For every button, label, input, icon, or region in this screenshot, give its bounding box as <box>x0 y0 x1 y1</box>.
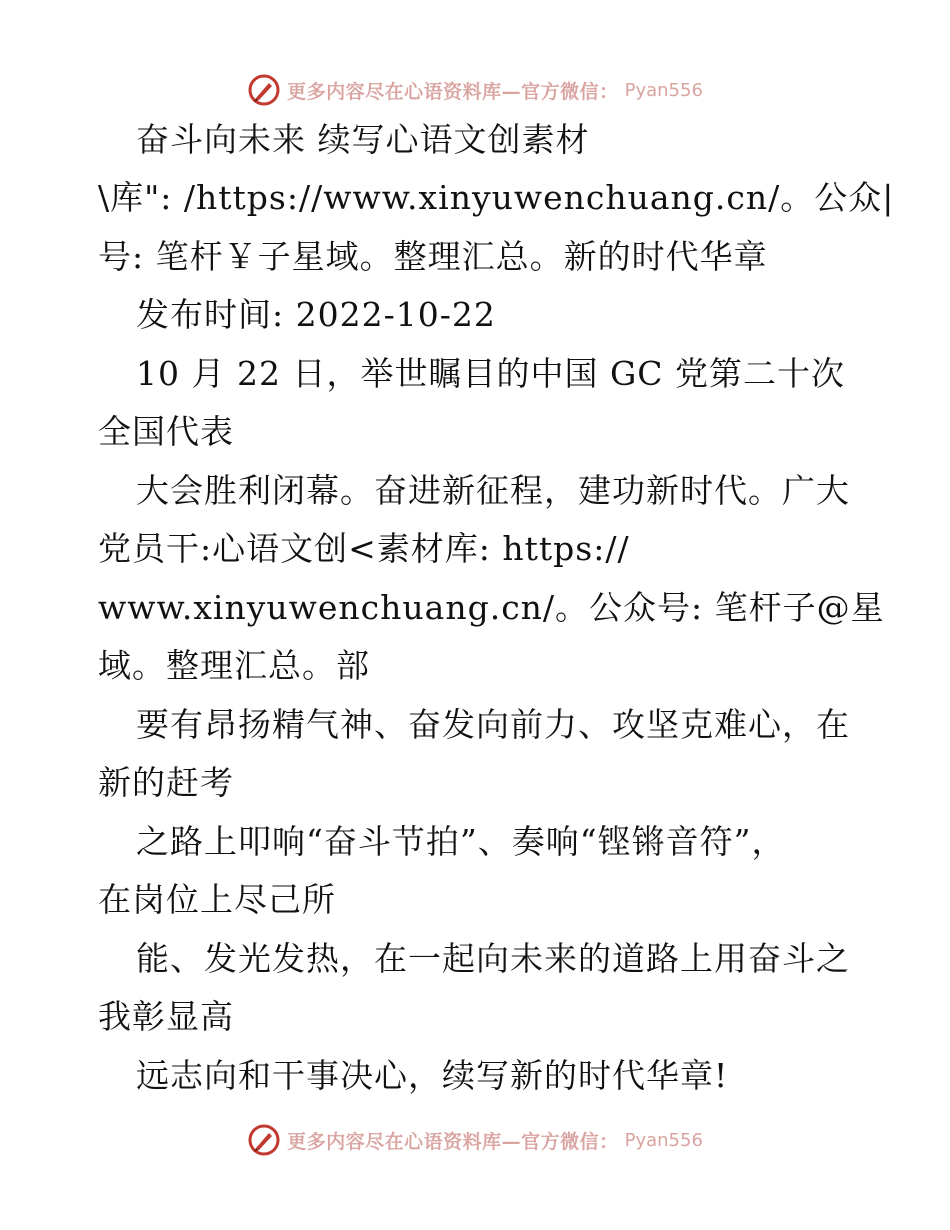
body-line: 远志向和干事决心，续写新的时代华章! <box>136 1056 729 1095</box>
body-line: 党员干:心语文创<素材库: https:// <box>98 529 630 568</box>
body-line: 大会胜利闭幕。奋进新征程，建功新时代。广大 <box>136 471 850 510</box>
body-line: www.xinyuwenchuang.cn/。公众号: 笔杆子@星 <box>98 588 885 627</box>
body-line: 域。整理汇总。部 <box>98 646 370 685</box>
body-line: 在岗位上尽己所 <box>98 880 336 919</box>
body-line: 号: 笔杆￥子星域。整理汇总。新的时代华章 <box>98 237 768 276</box>
pen-logo-icon <box>247 1123 281 1157</box>
banner-text: 更多内容尽在心语资料库—官方微信： <box>287 1130 619 1153</box>
body-line: 之路上叩响“奋斗节拍”、奏响“铿锵音符”， <box>136 822 786 861</box>
banner-wechat-id: Pyan556 <box>624 1129 703 1151</box>
body-line: 要有昂扬精气神、奋发向前力、攻坚克难心，在 <box>136 705 850 744</box>
body-line: 奋斗向未来 续写心语文创素材 <box>136 120 590 159</box>
body-line: 新的赶考 <box>98 763 234 802</box>
footer-banner <box>0 1120 950 1160</box>
header-banner <box>0 70 950 110</box>
pen-logo-icon <box>247 73 281 107</box>
body-line: 能、发光发热，在一起向未来的道路上用奋斗之 <box>136 939 850 978</box>
body-line: 全国代表 <box>98 412 234 451</box>
body-line: 发布时间: 2022-10-22 <box>136 295 496 334</box>
body-line: 我彰显高 <box>98 997 234 1036</box>
body-line: \库": /https://www.xinyuwenchuang.cn/。公众| <box>98 178 895 217</box>
body-line: 10 月 22 日，举世瞩目的中国 GC 党第二十次 <box>136 354 846 393</box>
banner-text: 更多内容尽在心语资料库—官方微信： <box>287 80 619 103</box>
banner-wechat-id: Pyan556 <box>624 79 703 101</box>
